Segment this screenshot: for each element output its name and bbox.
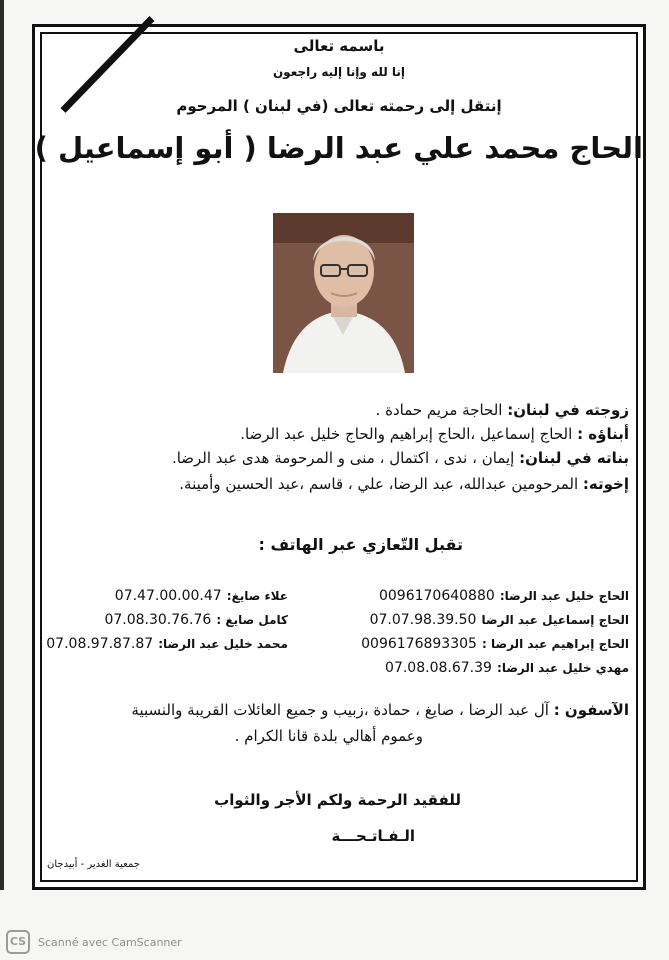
phone-name: مهدي خليل عبد الرضا: [497,661,629,675]
basmala: باسمه تعالى [293,37,385,55]
phone-name: علاء صايغ: [226,589,288,603]
mourners-line-2: وعموم أهالي بلدة قانا الكرام . [234,727,423,745]
daughters-line [172,449,629,467]
mourners-value: آل عبد الرضا ، صايغ ، حمادة ،زبيب و جميع العائلات القريبة والنسبية [131,701,549,719]
announcement: إنتقل إلى رحمته تعالى (في لبنان ) المرحوم [176,97,502,115]
phone-line [104,609,288,628]
deceased-name: الحاج محمد علي عبد الرضا ( أبو إسماعيل ) [34,131,643,165]
phone-number: 07.08.97.87.87 [46,636,154,652]
phone-name: الحاج إسماعيل عبد الرضا [481,613,629,627]
wife-label: زوجته في لبنان: [507,401,629,419]
left-border-line [0,0,4,890]
phone-line [361,633,629,652]
phone-line [379,585,629,604]
footer-note: جمعية الغدير - أبيدجان [47,859,140,870]
phone-number: 07.08.08.67.39 [385,660,492,676]
wife-value: الحاجة مريم حمادة . [375,401,503,419]
phone-name: محمد خليل عبد الرضا: [158,637,288,651]
siblings-value: المرحومين عبدالله، عبد الرضا، علي ، قاسم ،عبد الحسين وأمينة. [179,475,579,493]
phone-number: 0096170640880 [378,588,495,604]
camscanner-logo-icon: CS [6,930,30,954]
quran-verse: إنا لله وإنا إليه راجعون [272,65,406,79]
siblings-line [179,475,629,493]
daughters-value: إيمان ، ندى ، اكتمال ، منى و المرحومة هدى عبد الرضا. [171,449,515,467]
obituary-frame [32,24,646,890]
sons-label: أبناؤه : [577,425,629,443]
phone-number: 0096176893305 [361,636,477,652]
fatiha: الـفـاتـحـــة [331,827,415,845]
siblings-label: إخوته: [582,475,629,493]
mourners-line [131,701,629,719]
phone-number: 07.08.30.76.76 [104,612,212,628]
wife-line [376,401,629,419]
sons-value: الحاج إسماعيل ،الحاج إبراهيم والحاج خليل عبد الرضا. [240,425,573,443]
phone-name: الحاج خليل عبد الرضا: [499,589,629,603]
mourners-label: الآسفون : [553,701,629,719]
daughters-label: بناته في لبنان: [519,449,629,467]
phone-name: كامل صايغ : [216,613,288,627]
sons-line [240,425,629,443]
prayer-line: للفقيد الرحمة ولكم الأجر والثواب [214,791,461,809]
phone-number: 07.47.00.00.47 [114,588,222,604]
phone-name: الحاج إبراهيم عبد الرضا : [482,637,629,651]
phone-line [115,585,288,604]
phone-line [370,609,629,628]
phone-number: 07.07.98.39.50 [369,612,477,628]
deceased-photo [273,213,414,373]
phone-line [46,633,288,652]
condolence-heading: تقبل التّعازي عبر الهاتف : [258,535,463,554]
camscanner-text: Scanné avec CamScanner [38,936,182,949]
phone-line [385,657,629,676]
